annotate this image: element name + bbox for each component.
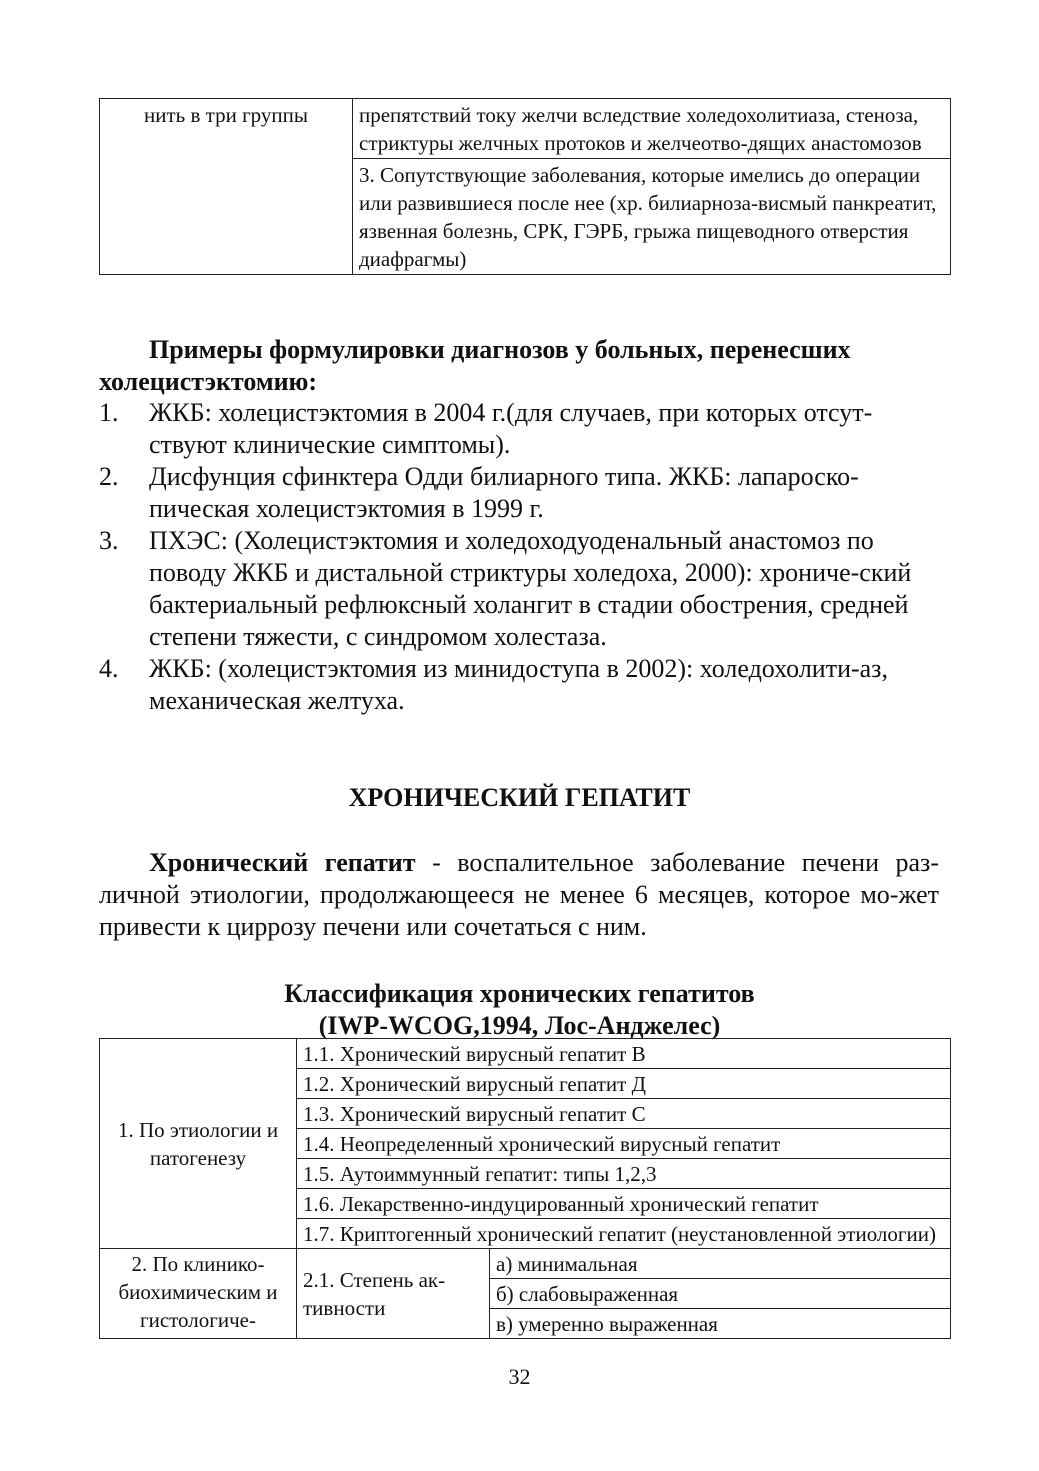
table-cell: 1.4. Неопределенный хронический вирусный гепатит xyxy=(297,1129,951,1159)
group1-label: 1. По этиологии и патогенезу xyxy=(100,1039,297,1249)
table-cell: 1.1. Хронический вирусный гепатит В xyxy=(297,1039,951,1069)
table-cell: 1.3. Хронический вирусный гепатит С xyxy=(297,1099,951,1129)
table-cell: а) минимальная xyxy=(490,1249,951,1279)
examples-heading-text: Примеры формулировки диагнозов у больных, перенесших холецистэктомию: xyxy=(99,335,851,396)
examples-heading xyxy=(99,334,939,398)
list-item-number: 2. xyxy=(99,462,119,491)
chapter-title: ХРОНИЧЕСКИЙ ГЕПАТИТ xyxy=(348,783,691,812)
definition-paragraph xyxy=(99,847,939,943)
definition-term: Хронический гепатит xyxy=(149,848,416,877)
list-item xyxy=(99,525,949,653)
definition-text: - воспалительное заболевание печени раз-личной этиологии, продолжающееся не менее 6 месяцев, которое мо-жет привести к циррозу печени или сочетаться с ним. xyxy=(99,848,939,941)
table-cell: 1.5. Аутоиммунный гепатит: типы 1,2,3 xyxy=(297,1159,951,1189)
diagnosis-examples-list xyxy=(99,397,949,717)
classification-table xyxy=(99,1038,951,1339)
table-cell: 3. Сопутствующие заболевания, которые имелись до операции или развившиеся после нее (хр. билиарноза-висмый панкреатит, язвенная болезнь, СРК, ГЭРБ, грыжа пищеводного отверстия диафрагмы) xyxy=(353,159,951,275)
table-cell: препятствий току желчи вследствие холедохолитиаза, стеноза, стриктуры желчных протоков и желчеотво-дящих анастомозов xyxy=(353,99,951,159)
table-cell: б) слабовыраженная xyxy=(490,1279,951,1309)
classification-title-line1: Классификация хронических гепатитов xyxy=(284,979,755,1008)
group2-sub-label: 2.1. Степень ак-тивности xyxy=(297,1249,490,1339)
list-item-text: ПХЭС: (Холецистэктомия и холедоходуоденальный анастомоз по поводу ЖКБ и дистальной стриктуры холедоха, 2000): хрониче-ский бактериальный рефлюксный холангит в стадии обострения, средней степени тяжести, с синдромом холестаза. xyxy=(149,526,912,651)
list-item-number: 4. xyxy=(99,654,119,683)
list-item xyxy=(99,653,949,717)
table-cell: 1.7. Криптогенный хронический гепатит (неустановленной этиологии) xyxy=(297,1219,951,1249)
list-item xyxy=(99,461,949,525)
classification-title xyxy=(0,978,1039,1042)
list-item xyxy=(99,397,949,461)
list-item-number: 1. xyxy=(99,398,119,427)
table-cell-group-label: нить в три группы xyxy=(100,99,353,275)
list-item-number: 3. xyxy=(99,526,119,555)
continuation-table xyxy=(99,98,951,275)
table-cell: 1.2. Хронический вирусный гепатит Д xyxy=(297,1069,951,1099)
list-item-text: Дисфунция сфинктера Одди билиарного типа. ЖКБ: лапароско-пическая холецистэктомия в 1999 г. xyxy=(149,462,859,523)
table-row xyxy=(100,1039,951,1069)
group2-label: 2. По клинико-биохимическим и гистологиче- xyxy=(100,1249,297,1339)
list-item-text: ЖКБ: (холецистэктомия из минидоступа в 2002): холедохолити-аз, механическая желтуха. xyxy=(149,654,888,715)
list-item-text: ЖКБ: холецистэктомия в 2004 г.(для случаев, при которых отсут-ствуют клинические симптомы). xyxy=(149,398,873,459)
page-number: 32 xyxy=(508,1364,531,1389)
table-row xyxy=(100,1249,951,1279)
classification-title-line2: (IWP-WCOG,1994, Лос-Анджелес) xyxy=(318,1011,721,1040)
table-cell: в) умеренно выраженная xyxy=(490,1309,951,1339)
table-cell: 1.6. Лекарственно-индуцированный хронический гепатит xyxy=(297,1189,951,1219)
table-row xyxy=(100,99,951,159)
